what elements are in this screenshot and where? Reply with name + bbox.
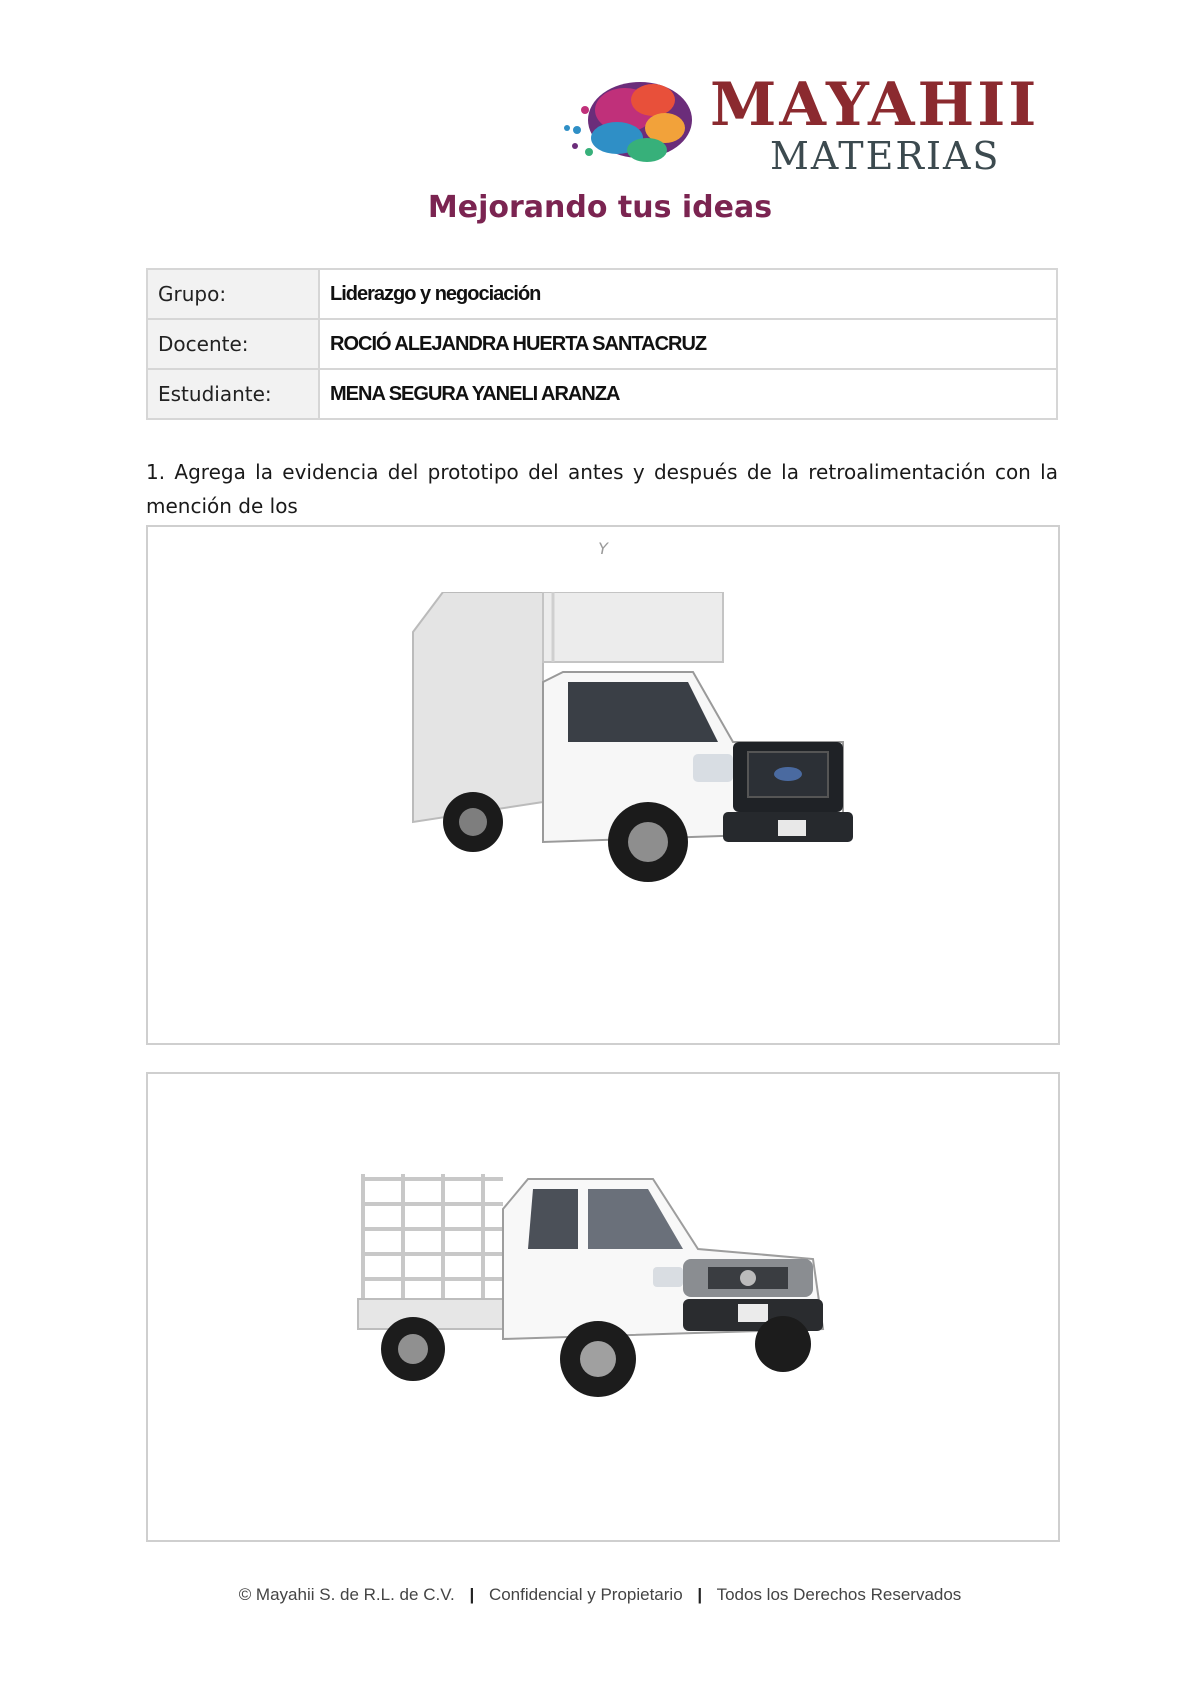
teacher-value: ROCIÓ ALEJANDRA HUERTA SANTACRUZ — [319, 319, 1057, 369]
evidence-frame-after — [146, 1072, 1060, 1542]
footer-separator: | — [697, 1585, 703, 1604]
table-row — [147, 369, 1057, 419]
page-subtitle: Mejorando tus ideas — [427, 190, 773, 225]
footer-confidential: Confidencial y Propietario — [488, 1585, 683, 1604]
group-value: Liderazgo y negociación — [319, 269, 1057, 319]
stake-bed-pickup-image — [353, 1159, 853, 1459]
frame-mark: Y — [598, 539, 608, 558]
page-footer — [0, 1585, 1200, 1605]
student-label: Estudiante: — [147, 369, 319, 419]
brain-logo-icon — [555, 70, 705, 180]
group-label: Grupo: — [147, 269, 319, 319]
footer-copyright: © Mayahii S. de R.L. de C.V. — [238, 1585, 455, 1604]
info-table — [146, 268, 1058, 420]
box-truck-image — [403, 592, 863, 902]
student-value: MENA SEGURA YANELI ARANZA — [319, 369, 1057, 419]
brand-subtitle: MATERIAS — [770, 134, 1001, 178]
footer-separator: | — [469, 1585, 475, 1604]
brand-name: MAYAHII — [710, 70, 1040, 140]
evidence-frame-before — [146, 525, 1060, 1045]
teacher-label: Docente: — [147, 319, 319, 369]
brand-logo — [555, 70, 1055, 180]
table-row — [147, 319, 1057, 369]
table-row — [147, 269, 1057, 319]
question-text: 1. Agrega la evidencia del prototipo del antes y después de la retroalimentación con la mención de los — [146, 460, 1058, 518]
footer-rights: Todos los Derechos Reservados — [716, 1585, 962, 1604]
